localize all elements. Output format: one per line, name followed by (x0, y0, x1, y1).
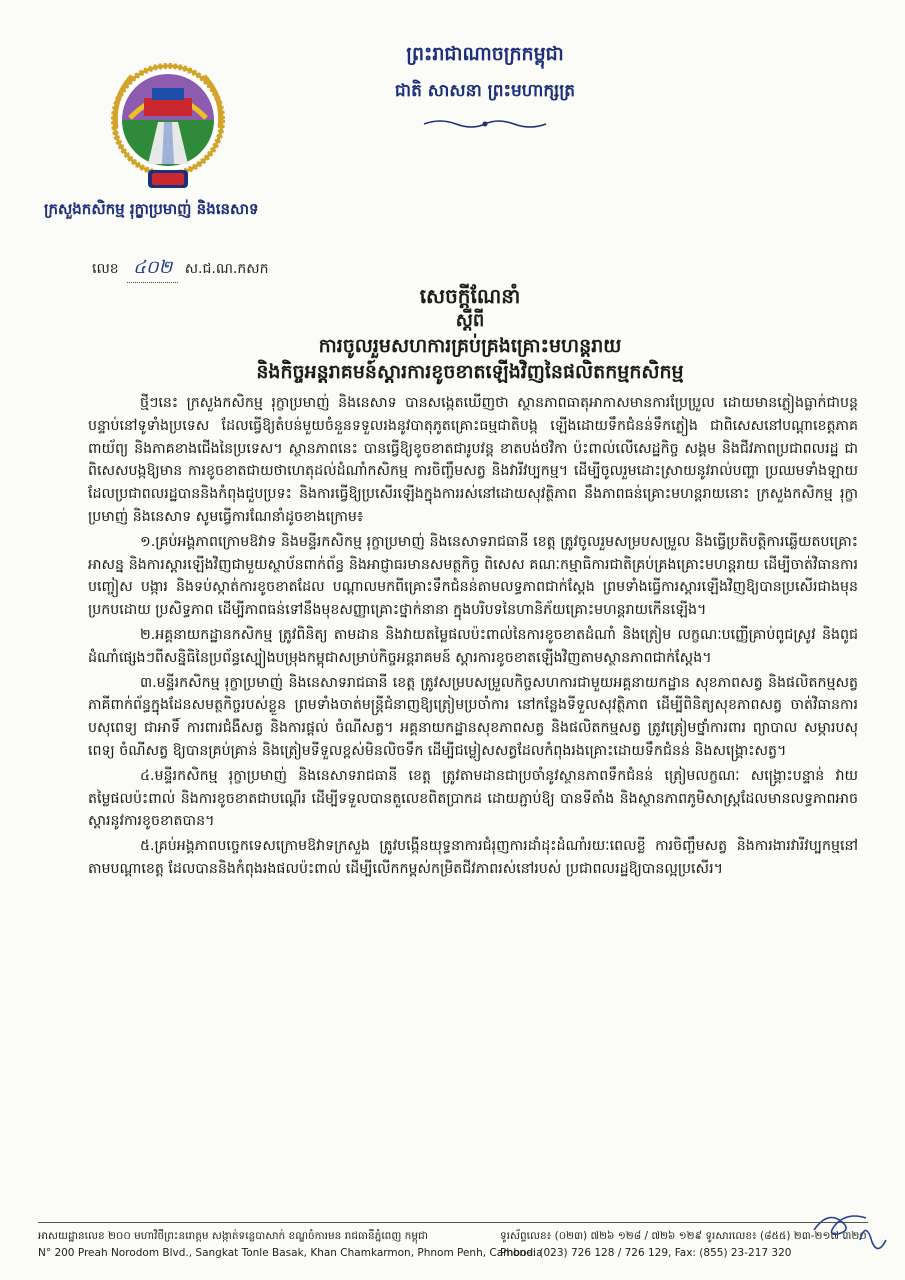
directive-paragraph: ៣.មន្ទីរកសិកម្ម រុក្ខាប្រមាញ់ និងនេសាទរាជធានី ខេត្ត ត្រូវសម្របសម្រួលកិច្ចសហការជាមួយអគ្គនាយកដ្ឋាន សុខភាពសត្វ និងផលិតកម្មសត្វ ភាគីពាក់ព័ន្ធក្នុងដែនសមត្ថកិច្ចរបស់ខ្លួន ព្រមទាំងចាត់មន្ត្រីជំនាញឱ្យត្រៀមប្រចាំការ នៅកន្លែងទីទួលសុវត្ថិភាព ដើម្បីពិនិត្យសុខភាពសត្វ ចាត់វិធានការបសុពេទ្យ ជាអាទិ៍ ការពារជំងឺសត្វ និងការផ្តល់ ចំណីសត្វ។ អគ្គនាយកដ្ឋានសុខភាពសត្វ និងផលិតកម្មសត្វ ត្រូវត្រៀមថ្នាំការពារ ព្យាបាល សម្ភារបសុពេទ្យ ចំណីសត្វ ឱ្យបានគ្រប់គ្រាន់ និងត្រៀមទីទួលខ្ពស់មិនលិចទឹក ដើម្បីជម្លៀសសត្វដែលកំពុងរងគ្រោះដោយទឹកជំនន់ និងសង្គ្រោះសត្វ។ (88, 674, 858, 759)
directive-paragraph: ១.គ្រប់អង្គភាពក្រោមឱវាទ និងមន្ទីរកសិកម្ម រុក្ខាប្រមាញ់ និងនេសាទរាជធានី ខេត្ត ត្រូវចូលរួមសម្របសម្រួល និងធ្វើប្រតិបត្តិការឆ្លើយតបគ្រោះអាសន្ន និងការស្តារឡើងវិញជាមួយស្ថាប័នពាក់ព័ន្ធ និងអាជ្ញាធរមានសមត្ថកិច្ច ពិសេស គណៈកម្មាធិការជាតិគ្រប់គ្រងគ្រោះមហន្តរាយ ដើម្បីចាត់វិធានការបញ្ចៀស បង្ការ និងទប់ស្កាត់ការខូចខាតដែល បណ្តាលមកពីគ្រោះទឹកជំនន់តាមលទ្ធភាពជាក់ស្តែង ព្រមទាំងធ្វើការស្តារឡើងវិញឱ្យបានប្រសើរជាងមុនប្រកបដោយ ប្រសិទ្ធភាព ដើម្បីភាពធន់ទៅនឹងមុខសញ្ញាគ្រោះថ្នាក់នានា ក្នុងបរិបទនៃហានិភ័យគ្រោះមហន្តរាយកើនឡើង។ (88, 533, 858, 619)
phone-english: Phone: (023) 726 128 / 726 129, Fax: (855) 23-217 320 (500, 1247, 792, 1259)
directive-paragraph: ៥.គ្រប់អង្គភាពបច្ចេកទេសក្រោមឱវាទក្រសួង ត្រូវបង្កើនយុទ្ធនាការជំរុញការដាំដុះដំណាំរយៈពេលខ្លី ការចិញ្ចឹមសត្វ និងការងារវារីវប្បកម្មនៅតាមបណ្តាខេត្ត ដែលបាននិងកំពុងរងផលប៉ះពាល់ ដើម្បីលើកកម្ពស់កម្រិតជីវភាពរស់នៅរបស់ ប្រជាពលរដ្ឋឱ្យបានល្អប្រសើរ។ (88, 838, 858, 877)
reference-label: លេខ (92, 261, 119, 277)
reference-number-line (92, 255, 268, 279)
subject-line-1: ការចូលរួមសហការគ្រប់គ្រងគ្រោះមហន្តរាយ (318, 335, 622, 357)
document-body (88, 392, 858, 883)
subject-line-2: និងកិច្ចអន្តរាគមន៍ស្តារការខូចខាតឡើងវិញនៃផលិតកម្មកសិកម្ម (256, 361, 684, 383)
footer-contact (500, 1228, 867, 1262)
footer-address (38, 1228, 543, 1262)
document-type-title: សេចក្តីណែនាំ (419, 284, 521, 308)
national-motto: ជាតិ សាសនា ព្រះមហាក្សត្រ (394, 81, 576, 101)
footer-divider (38, 1222, 868, 1223)
handwritten-initials (808, 1200, 898, 1260)
phone-khmer: ទូរស័ព្ទលេខ៖ (០២៣) ៧២៦ ១២៨ / ៧២៦ ១២៩ ទូរសារលេខ៖ (៨៥៥) ២៣-២១៧ ៣២០ (500, 1230, 867, 1242)
ornament-divider (420, 118, 550, 130)
address-khmer: អាសយដ្ឋានលេខ ២០០ មហាវិថីព្រះនរោត្តម សង្កាត់ទន្លេបាសាក់ ខណ្ឌចំការមន រាជធានីភ្នំពេញ កម្ពុជា (38, 1230, 428, 1242)
reference-suffix: ស.ជ.ណ.កសក (184, 261, 269, 277)
reference-number: ៤០២ (127, 255, 178, 283)
directive-paragraph: ៤.មន្ទីរកសិកម្ម រុក្ខាប្រមាញ់ និងនេសាទរាជធានី ខេត្ត ត្រូវតាមដានជាប្រចាំនូវស្ថានភាពទឹកជំនន់ ត្រៀមលក្ខណៈ សង្គ្រោះបន្ទាន់ វាយតម្លៃផលប៉ះពាល់ និងការខូចខាតជាបណ្តើរ ដើម្បីទទួលបានតួលេខពិតប្រាកដ ដោយភ្ជាប់ឱ្យ បានទីតាំង និងស្ថានភាពភូមិសាស្ត្រដែលមានលទ្ធភាពអាចស្តារនូវការខូចខាតបាន។ (88, 767, 858, 830)
intro-paragraph: ថ្មីៗនេះ ក្រសួងកសិកម្ម រុក្ខាប្រមាញ់ និងនេសាទ បានសង្កេតឃើញថា ស្ថានភាពធាតុអាកាសមានការប្រែប្រួល ដោយមានភ្លៀងធ្លាក់ជាបន្តបន្ទាប់នៅទូទាំងប្រទេស ដែលធ្វើឱ្យតំបន់មួយចំនួនទទួលរងនូវបាតុភូតគ្រោះធម្មជាតិបង្ក ឡើងដោយទឹកជំនន់ទឹកភ្លៀង ជាពិសេសនៅបណ្តាខេត្តភាគពាយ័ព្យ និងភាគខាងជើងនៃប្រទេស។ ស្ថានភាពនេះ បានធ្វើឱ្យខូចខាតជារូបវន្ត ខាតបង់ថវិកា ប៉ះពាល់លើសេដ្ឋកិច្ច សង្គម និងជីវភាពប្រជាពលរដ្ឋ ជាពិសេសបង្កឱ្យមាន ការខូចខាតជាយថាហេតុដល់ដំណាំកសិកម្ម ការចិញ្ចឹមសត្វ និងវារីវប្បកម្ម។ ដើម្បីចូលរួមដោះស្រាយនូវរាល់បញ្ហា ប្រឈមទាំងឡាយដែលប្រជាពលរដ្ឋបាននិងកំពុងជួបប្រទះ និងការធ្វើឱ្យប្រសើរឡើងក្នុងការរស់នៅដោយសុវត្ថិភាព នឹងភាពធន់គ្រោះមហន្តរាយនោះ ក្រសួងកសិកម្ម រុក្ខាប្រមាញ់ និងនេសាទ សូមធ្វើការណែនាំដូចខាងក្រោម៖ (88, 395, 858, 525)
directive-paragraph: ២.អគ្គនាយកដ្ឋានកសិកម្ម ត្រូវពិនិត្យ តាមដាន និងវាយតម្លៃផលប៉ះពាល់នៃការខូចខាតដំណាំ និងត្រៀម លក្ខណៈបញ្ញើគ្រាប់ពូជស្រូវ និងពូជដំណាំផ្សេងៗពីសន្និធិនៃប្រព័ន្ធស្បៀងបម្រុងកម្ពុជាសម្រាប់កិច្ចអន្តរាគមន៍ ស្តារការខូចខាតឡើងវិញតាមស្ថានភាពជាក់ស្តែង។ (88, 626, 858, 666)
subject-label: ស្តីពី (455, 310, 485, 331)
ministry-emblem-logo (108, 58, 228, 198)
document-title-block (90, 283, 850, 385)
ministry-name: ក្រសួងកសិកម្ម រុក្ខាប្រមាញ់ និងនេសាទ (44, 200, 259, 218)
kingdom-title: ព្រះរាជាណាចក្រកម្ពុជា (406, 43, 564, 65)
address-english: N° 200 Preah Norodom Blvd., Sangkat Tonle Basak, Khan Chamkarmon, Phnom Penh, Cambodia (38, 1247, 543, 1259)
